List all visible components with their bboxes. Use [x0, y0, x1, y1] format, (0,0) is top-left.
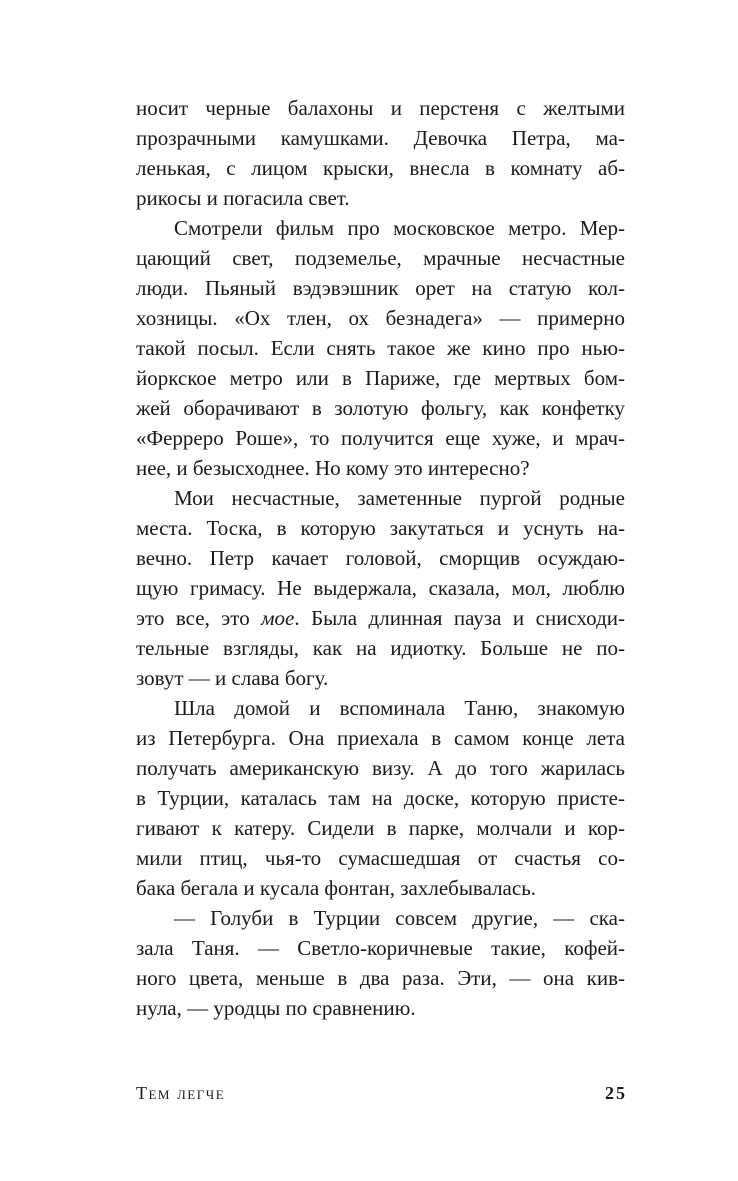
text-line: такой посыл. Если снять такое же кино про нью- — [136, 336, 625, 360]
text-line: это все, это мое. Была длинная пауза и снисходи- — [136, 606, 625, 630]
text-line: Мои несчастные, заметенные пургой родные — [174, 486, 625, 510]
paragraph — [136, 903, 625, 1023]
text-line: «Ферреро Роше», то получится еще хуже, и мрач- — [136, 426, 625, 450]
text-line: хозницы. «Ох тлен, ох безнадега» — примерно — [136, 306, 625, 330]
paragraph — [136, 213, 625, 483]
paragraph — [136, 483, 625, 693]
text-line: Смотрели фильм про московское метро. Мер- — [174, 216, 625, 240]
text-line: — Голуби в Турции совсем другие, — ска- — [174, 906, 625, 930]
text-line: нула, — уродцы по сравнению. — [136, 996, 416, 1020]
text-line: ленькая, с лицом крыски, внесла в комнату аб- — [136, 156, 625, 180]
text-line: ного цвета, меньше в два раза. Эти, — она кив- — [136, 966, 625, 990]
text-line: гивают к катеру. Сидели в парке, молчали и кор- — [136, 816, 625, 840]
page-footer — [136, 1083, 625, 1104]
text-line: люди. Пьяный вэдэвэшник орет на статую кол- — [136, 276, 625, 300]
text-block — [136, 93, 625, 1023]
text-line: мили птиц, чья-то сумасшедшая от счастья со- — [136, 846, 625, 870]
text-line: места. Тоска, в которую закутаться и уснуть на- — [136, 516, 625, 540]
paragraph — [136, 93, 625, 213]
text-line: щую гримасу. Не выдержала, сказала, мол, люблю — [136, 576, 625, 600]
text-line: из Петербурга. Она приехала в самом конце лета — [136, 726, 625, 750]
text-line: йоркское метро или в Париже, где мертвых бом- — [136, 366, 625, 390]
text-line: вечно. Петр качает головой, сморщив осуждаю- — [136, 546, 625, 570]
text-line: в Турции, каталась там на доске, которую присте- — [136, 786, 625, 810]
text-line: нее, и безысходнее. Но кому это интересно? — [136, 456, 530, 480]
paragraph — [136, 693, 625, 903]
text-line: Шла домой и вспоминала Таню, знакомую — [174, 696, 625, 720]
text-line: носит черные балахоны и перстеня с желтыми — [136, 96, 625, 120]
text-line: жей оборачивают в золотую фольгу, как конфетку — [136, 396, 625, 420]
text-line: зала Таня. — Светло-коричневые такие, кофей- — [136, 936, 625, 960]
text-line: рикосы и погасила свет. — [136, 186, 350, 210]
text-line: прозрачными камушками. Девочка Петра, ма- — [136, 126, 625, 150]
text-line: зовут — и слава богу. — [136, 666, 329, 690]
text-line: тельные взгляды, как на идиотку. Больше не по- — [136, 636, 625, 660]
running-title: Тем легче — [136, 1083, 226, 1103]
text-line: получать американскую визу. А до того жарилась — [136, 756, 625, 780]
text-line: бака бегала и кусала фонтан, захлебывалась. — [136, 876, 537, 900]
text-line: цающий свет, подземелье, мрачные несчастные — [136, 246, 625, 270]
page-number: 25 — [605, 1083, 627, 1103]
